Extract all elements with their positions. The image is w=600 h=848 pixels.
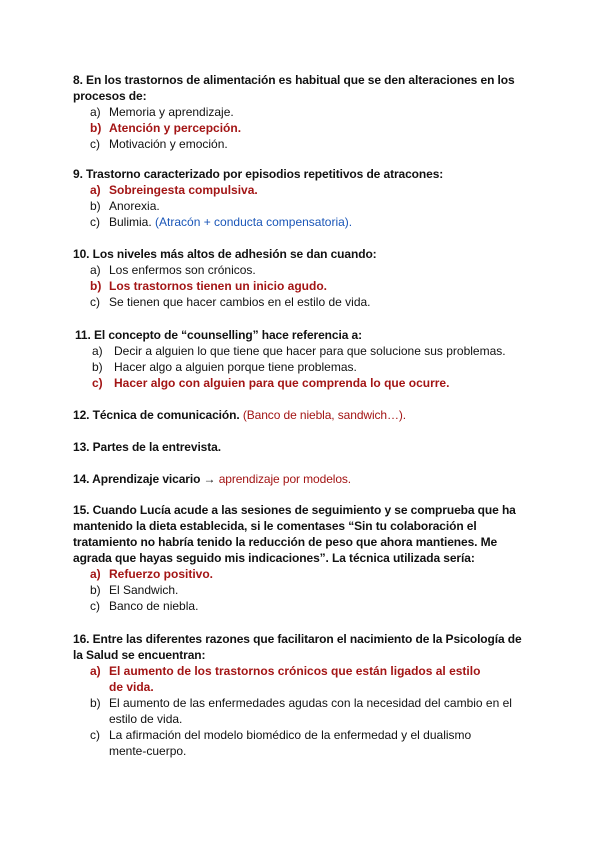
option-letter: a) (90, 664, 101, 678)
option-c (73, 294, 533, 310)
question-title (73, 471, 533, 487)
option-letter: c) (90, 295, 100, 309)
option-letter: a) (92, 344, 103, 358)
option-a-correct (73, 566, 533, 582)
option-a (73, 104, 533, 120)
question-title: 8. En los trastornos de alimentación es habitual que se den alteraciones en los procesos de: (73, 73, 515, 103)
option-letter: c) (90, 137, 100, 151)
option-text: Los enfermos son crónicos. (109, 263, 256, 277)
question-8 (73, 72, 533, 152)
option-text: Bulimia. (109, 215, 152, 229)
question-9 (73, 166, 533, 230)
option-list (73, 182, 533, 230)
option-text: Sobreingesta compulsiva. (109, 183, 258, 197)
question-title-text: 12. Técnica de comunicación. (73, 408, 240, 422)
question-title: 13. Partes de la entrevista. (73, 440, 221, 454)
arrow-icon: → (203, 472, 216, 486)
option-letter: b) (90, 121, 102, 135)
question-note: aprendizaje por modelos. (218, 472, 352, 486)
option-text: Hacer algo con alguien para que comprenda lo que ocurre. (114, 376, 450, 390)
option-list (73, 104, 533, 152)
option-letter: b) (90, 279, 102, 293)
question-title (73, 407, 533, 423)
question-title-text: 14. Aprendizaje vicario (73, 472, 201, 486)
option-b (73, 695, 533, 727)
option-text: La afirmación del modelo biomédico de la enfermedad y el dualismo mente-cuerpo. (109, 728, 472, 758)
option-list (75, 343, 535, 391)
option-letter: b) (90, 696, 101, 710)
question-title: 11. El concepto de “counselling” hace referencia a: (75, 328, 363, 342)
question-12 (73, 407, 533, 423)
question-title: 15. Cuando Lucía acude a las sesiones de seguimiento y se comprueba que ha mantenido la dieta establecida, si le comentases “Sin tu colaboración el tratamiento no habría tenido la reducción de peso que ahora mantienes. Me agrada que hayas seguido mis indicaciones”. La técnica utilizada sería: (73, 503, 516, 565)
option-b (75, 359, 535, 375)
option-letter: c) (92, 376, 103, 390)
option-text: Anorexia. (109, 199, 160, 213)
option-text: El aumento de las enfermedades agudas con la necesidad del cambio en el estilo de vida. (109, 696, 512, 726)
option-b-correct (73, 120, 533, 136)
option-text: El aumento de los trastornos crónicos que están ligados al estilo de vida. (109, 664, 481, 694)
option-c (73, 598, 533, 614)
option-c (73, 136, 533, 152)
option-b (73, 198, 533, 214)
option-a (73, 262, 533, 278)
option-a-correct (73, 182, 533, 198)
question-15 (73, 502, 533, 614)
option-letter: c) (90, 728, 100, 742)
question-11 (75, 327, 535, 391)
option-letter: a) (90, 567, 101, 581)
question-title: 16. Entre las diferentes razones que facilitaron el nacimiento de la Psicología de la Salud se encuentran: (73, 632, 522, 662)
option-text: Memoria y aprendizaje. (109, 105, 234, 119)
option-text: Hacer algo a alguien porque tiene problemas. (114, 360, 357, 374)
option-text: Refuerzo positivo. (109, 567, 214, 581)
option-text: El Sandwich. (109, 583, 179, 597)
question-10 (73, 246, 533, 310)
option-text: Los trastornos tienen un inicio agudo. (109, 279, 328, 293)
option-text: Atención y percepción. (109, 121, 242, 135)
option-c (73, 214, 533, 230)
option-letter: c) (90, 215, 100, 229)
option-letter: b) (92, 360, 103, 374)
question-16 (73, 631, 533, 759)
question-title: 10. Los niveles más altos de adhesión se dan cuando: (73, 247, 377, 261)
option-list (73, 262, 533, 310)
option-a-correct (73, 663, 533, 695)
option-text: Motivación y emoción. (109, 137, 228, 151)
option-c (73, 727, 533, 759)
option-letter: a) (90, 105, 101, 119)
option-b (73, 582, 533, 598)
question-note: (Banco de niebla, sandwich…). (242, 408, 407, 422)
option-c-correct (75, 375, 535, 391)
option-note: (Atracón + conducta compensatoria). (155, 215, 353, 229)
option-text: Decir a alguien lo que tiene que hacer para que solucione sus problemas. (114, 344, 506, 358)
question-title: 9. Trastorno caracterizado por episodios repetitivos de atracones: (73, 167, 444, 181)
option-letter: c) (90, 599, 100, 613)
option-letter: a) (90, 183, 101, 197)
option-text: Se tienen que hacer cambios en el estilo de vida. (109, 295, 371, 309)
option-list (73, 566, 533, 614)
option-a (75, 343, 535, 359)
option-list (73, 663, 533, 759)
question-14 (73, 471, 533, 487)
option-letter: b) (90, 583, 101, 597)
option-text: Banco de niebla. (109, 599, 199, 613)
option-b-correct (73, 278, 533, 294)
option-letter: b) (90, 199, 101, 213)
question-13 (73, 439, 533, 455)
option-letter: a) (90, 263, 101, 277)
